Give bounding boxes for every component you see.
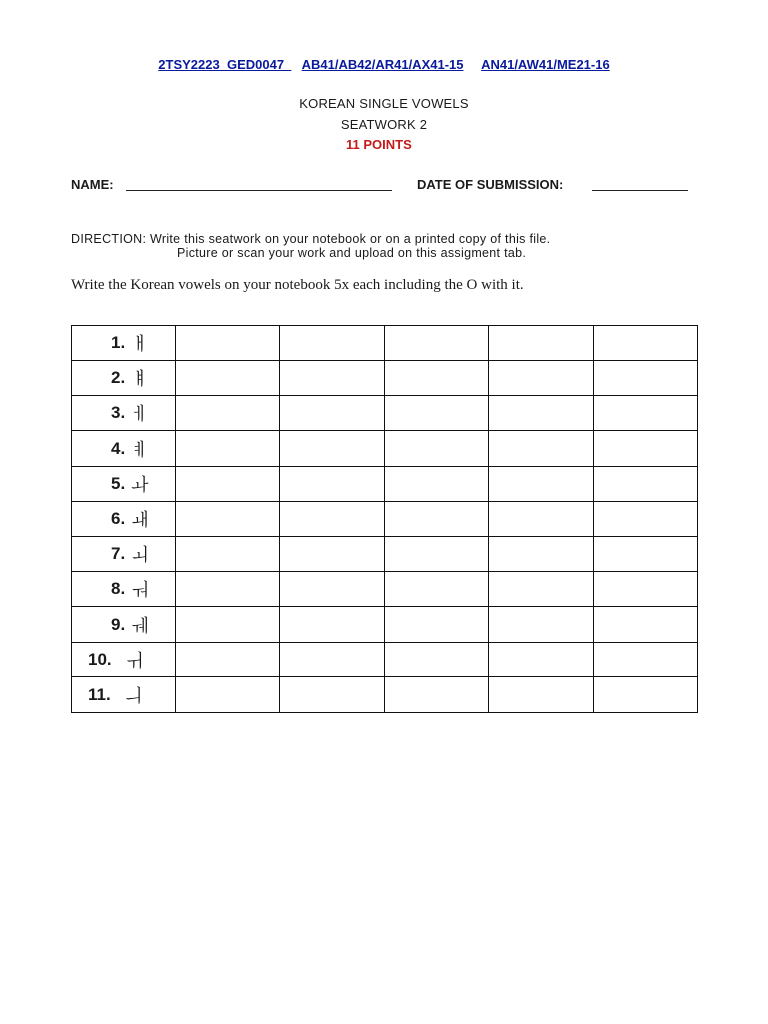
vowel-label-cell bbox=[72, 643, 176, 677]
practice-blank-cell[interactable] bbox=[175, 572, 279, 607]
table-row bbox=[72, 643, 698, 677]
practice-blank-cell[interactable] bbox=[593, 467, 697, 502]
practice-blank-cell[interactable] bbox=[175, 607, 279, 643]
practice-blank-cell[interactable] bbox=[489, 467, 593, 502]
practice-blank-cell[interactable] bbox=[593, 396, 697, 431]
course-code-line bbox=[0, 57, 768, 72]
practice-blank-cell[interactable] bbox=[280, 326, 384, 361]
practice-blank-cell[interactable] bbox=[593, 677, 697, 713]
practice-blank-cell[interactable] bbox=[384, 361, 488, 396]
practice-blank-cell[interactable] bbox=[175, 431, 279, 467]
practice-blank-cell[interactable] bbox=[489, 607, 593, 643]
table-row bbox=[72, 326, 698, 361]
item-number: 5. bbox=[111, 474, 126, 493]
practice-blank-cell[interactable] bbox=[489, 502, 593, 537]
practice-blank-cell[interactable] bbox=[593, 607, 697, 643]
practice-blank-cell[interactable] bbox=[489, 677, 593, 713]
practice-blank-cell[interactable] bbox=[489, 643, 593, 677]
korean-vowel: ㅙ bbox=[131, 510, 149, 531]
practice-blank-cell[interactable] bbox=[384, 502, 488, 537]
table-row bbox=[72, 467, 698, 502]
practice-blank-cell[interactable] bbox=[489, 537, 593, 572]
korean-vowel: ㅟ bbox=[125, 650, 144, 672]
practice-blank-cell[interactable] bbox=[384, 643, 488, 677]
vowel-label-cell bbox=[72, 396, 176, 431]
practice-blank-cell[interactable] bbox=[489, 572, 593, 607]
name-blank-line bbox=[126, 190, 392, 191]
vowel-label-cell bbox=[72, 502, 176, 537]
practice-blank-cell[interactable] bbox=[384, 396, 488, 431]
practice-blank-cell[interactable] bbox=[593, 431, 697, 467]
practice-blank-cell[interactable] bbox=[489, 396, 593, 431]
item-number: 1. bbox=[111, 333, 126, 352]
practice-blank-cell[interactable] bbox=[489, 361, 593, 396]
korean-vowel: ㅘ bbox=[131, 475, 149, 496]
practice-blank-cell[interactable] bbox=[593, 572, 697, 607]
vowel-practice-table bbox=[71, 325, 698, 713]
vowel-label-cell bbox=[72, 677, 176, 713]
practice-blank-cell[interactable] bbox=[384, 607, 488, 643]
vowel-label-cell bbox=[72, 361, 176, 396]
table-row bbox=[72, 537, 698, 572]
item-number: 11. bbox=[88, 684, 111, 704]
practice-blank-cell[interactable] bbox=[175, 326, 279, 361]
practice-blank-cell[interactable] bbox=[280, 396, 384, 431]
korean-vowel: ㅔ bbox=[131, 404, 149, 425]
practice-blank-cell[interactable] bbox=[593, 361, 697, 396]
table-row bbox=[72, 502, 698, 537]
date-blank-line bbox=[592, 190, 688, 191]
practice-blank-cell[interactable] bbox=[175, 467, 279, 502]
course-code[interactable]: 2TSY2223_GED0047_ bbox=[158, 57, 292, 72]
worksheet-subtitle: SEATWORK 2 bbox=[340, 117, 428, 132]
korean-vowel: ㅐ bbox=[131, 334, 149, 355]
practice-blank-cell[interactable] bbox=[175, 396, 279, 431]
practice-blank-cell[interactable] bbox=[489, 326, 593, 361]
korean-vowel: ㅚ bbox=[131, 545, 149, 566]
practice-blank-cell[interactable] bbox=[384, 677, 488, 713]
vowel-label-cell bbox=[72, 431, 176, 467]
section-codes-16[interactable]: AN41/AW41/ME21-16 bbox=[481, 57, 610, 72]
practice-blank-cell[interactable] bbox=[280, 502, 384, 537]
table-row bbox=[72, 431, 698, 467]
practice-blank-cell[interactable] bbox=[175, 677, 279, 713]
korean-vowel: ㅒ bbox=[131, 369, 149, 390]
section-codes-15[interactable]: AB41/AB42/AR41/AX41-15 bbox=[301, 57, 464, 72]
practice-blank-cell[interactable] bbox=[384, 537, 488, 572]
practice-blank-cell[interactable] bbox=[175, 537, 279, 572]
worksheet-title: KOREAN SINGLE VOWELS bbox=[299, 96, 469, 111]
practice-blank-cell[interactable] bbox=[280, 431, 384, 467]
practice-blank-cell[interactable] bbox=[384, 467, 488, 502]
vowel-label-cell bbox=[72, 572, 176, 607]
direction-text bbox=[71, 232, 550, 260]
date-of-submission-label: DATE OF SUBMISSION: bbox=[417, 177, 564, 192]
instruction-text: Write the Korean vowels on your notebook 5x each including the O with it. bbox=[71, 277, 524, 293]
table-row bbox=[72, 396, 698, 431]
korean-vowel: ㅢ bbox=[124, 685, 143, 707]
table-row bbox=[72, 572, 698, 607]
vowel-practice-table-body bbox=[72, 326, 698, 713]
korean-vowel: ㅝ bbox=[131, 580, 149, 601]
practice-blank-cell[interactable] bbox=[384, 431, 488, 467]
item-number: 7. bbox=[111, 544, 126, 563]
table-row bbox=[72, 677, 698, 713]
practice-blank-cell[interactable] bbox=[593, 502, 697, 537]
practice-blank-cell[interactable] bbox=[280, 537, 384, 572]
table-row bbox=[72, 607, 698, 643]
practice-blank-cell[interactable] bbox=[175, 502, 279, 537]
direction-line-1: DIRECTION: Write this seatwork on your notebook or on a printed copy of this file. bbox=[71, 232, 551, 246]
vowel-label-cell bbox=[72, 537, 176, 572]
vowel-label-cell bbox=[72, 467, 176, 502]
practice-blank-cell[interactable] bbox=[175, 643, 279, 677]
practice-blank-cell[interactable] bbox=[280, 677, 384, 713]
practice-blank-cell[interactable] bbox=[175, 361, 279, 396]
practice-blank-cell[interactable] bbox=[489, 431, 593, 467]
practice-blank-cell[interactable] bbox=[593, 326, 697, 361]
table-row bbox=[72, 361, 698, 396]
item-number: 8. bbox=[111, 579, 126, 598]
practice-blank-cell[interactable] bbox=[593, 537, 697, 572]
practice-blank-cell[interactable] bbox=[280, 643, 384, 677]
practice-blank-cell[interactable] bbox=[280, 607, 384, 643]
item-number: 3. bbox=[111, 403, 126, 422]
name-label: NAME: bbox=[71, 177, 114, 192]
item-number: 10. bbox=[88, 649, 112, 669]
practice-blank-cell[interactable] bbox=[280, 467, 384, 502]
practice-blank-cell[interactable] bbox=[593, 643, 697, 677]
practice-blank-cell[interactable] bbox=[280, 572, 384, 607]
practice-blank-cell[interactable] bbox=[384, 326, 488, 361]
korean-vowel: ㅖ bbox=[131, 439, 149, 461]
points-label: 11 POINTS bbox=[346, 137, 412, 152]
item-number: 6. bbox=[111, 509, 126, 528]
item-number: 2. bbox=[111, 368, 126, 387]
practice-blank-cell[interactable] bbox=[280, 361, 384, 396]
vowel-label-cell bbox=[72, 607, 176, 643]
direction-line-2: Picture or scan your work and upload on this assigment tab. bbox=[177, 246, 527, 260]
item-number: 9. bbox=[111, 614, 126, 634]
practice-blank-cell[interactable] bbox=[384, 572, 488, 607]
korean-vowel: ㅞ bbox=[131, 615, 149, 637]
vowel-label-cell bbox=[72, 326, 176, 361]
item-number: 4. bbox=[111, 438, 126, 458]
